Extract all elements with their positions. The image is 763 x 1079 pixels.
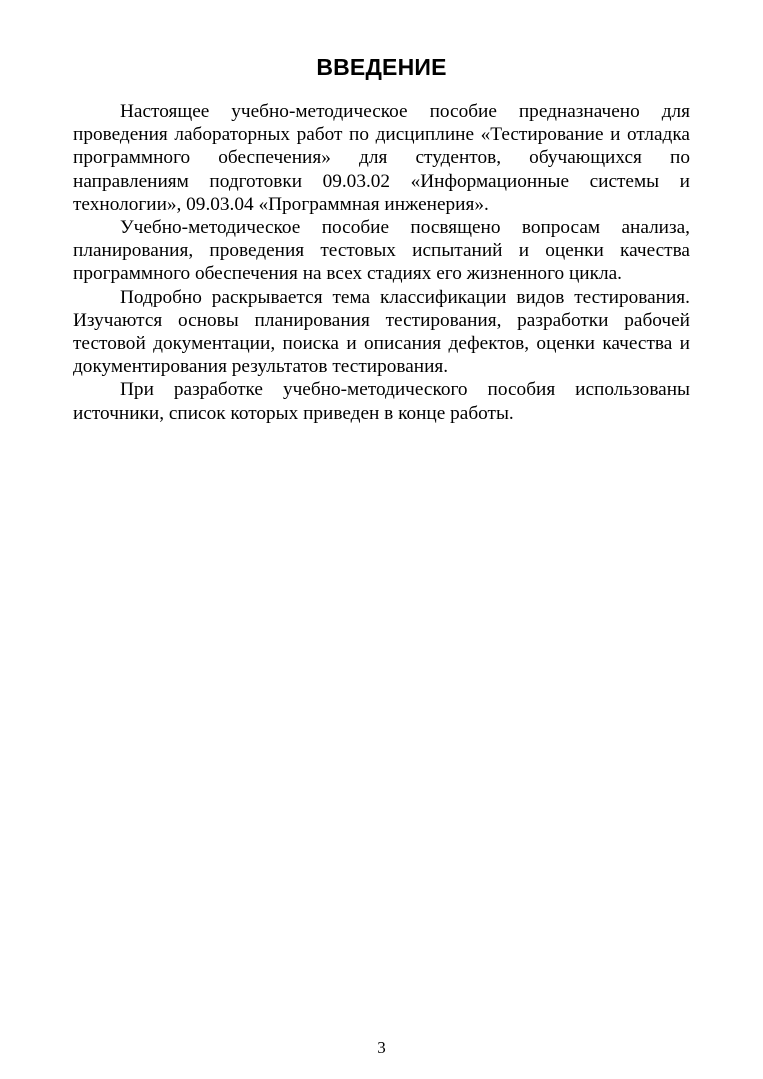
page-title: ВВЕДЕНИЕ (316, 54, 447, 80)
introduction-body (73, 100, 690, 425)
paragraph-4: При разработке учебно-методического пособия использованы источники, список которых приведен в конце работы. (73, 379, 690, 424)
page-number: 3 (377, 1038, 386, 1057)
paragraph-2: Учебно-методическое пособие посвящено вопросам анализа, планирования, проведения тестовых испытаний и оценки качества программного обеспечения на всех стадиях его жизненного цикла. (73, 217, 690, 285)
paragraph-1: Настоящее учебно-методическое пособие предназначено для проведения лабораторных работ по дисциплине «Тестирование и отладка программного обеспечения» для студентов, обучающихся по направлениям подготовки 09.03.02 «Информационные системы и технологии», 09.03.04 «Программная инженерия». (73, 101, 690, 215)
paragraph-3: Подробно раскрывается тема классификации видов тестирования. Изучаются основы планирования тестирования, разработки рабочей тестовой документации, поиска и описания дефектов, оценки качества и документирования результатов тестирования. (73, 286, 690, 378)
